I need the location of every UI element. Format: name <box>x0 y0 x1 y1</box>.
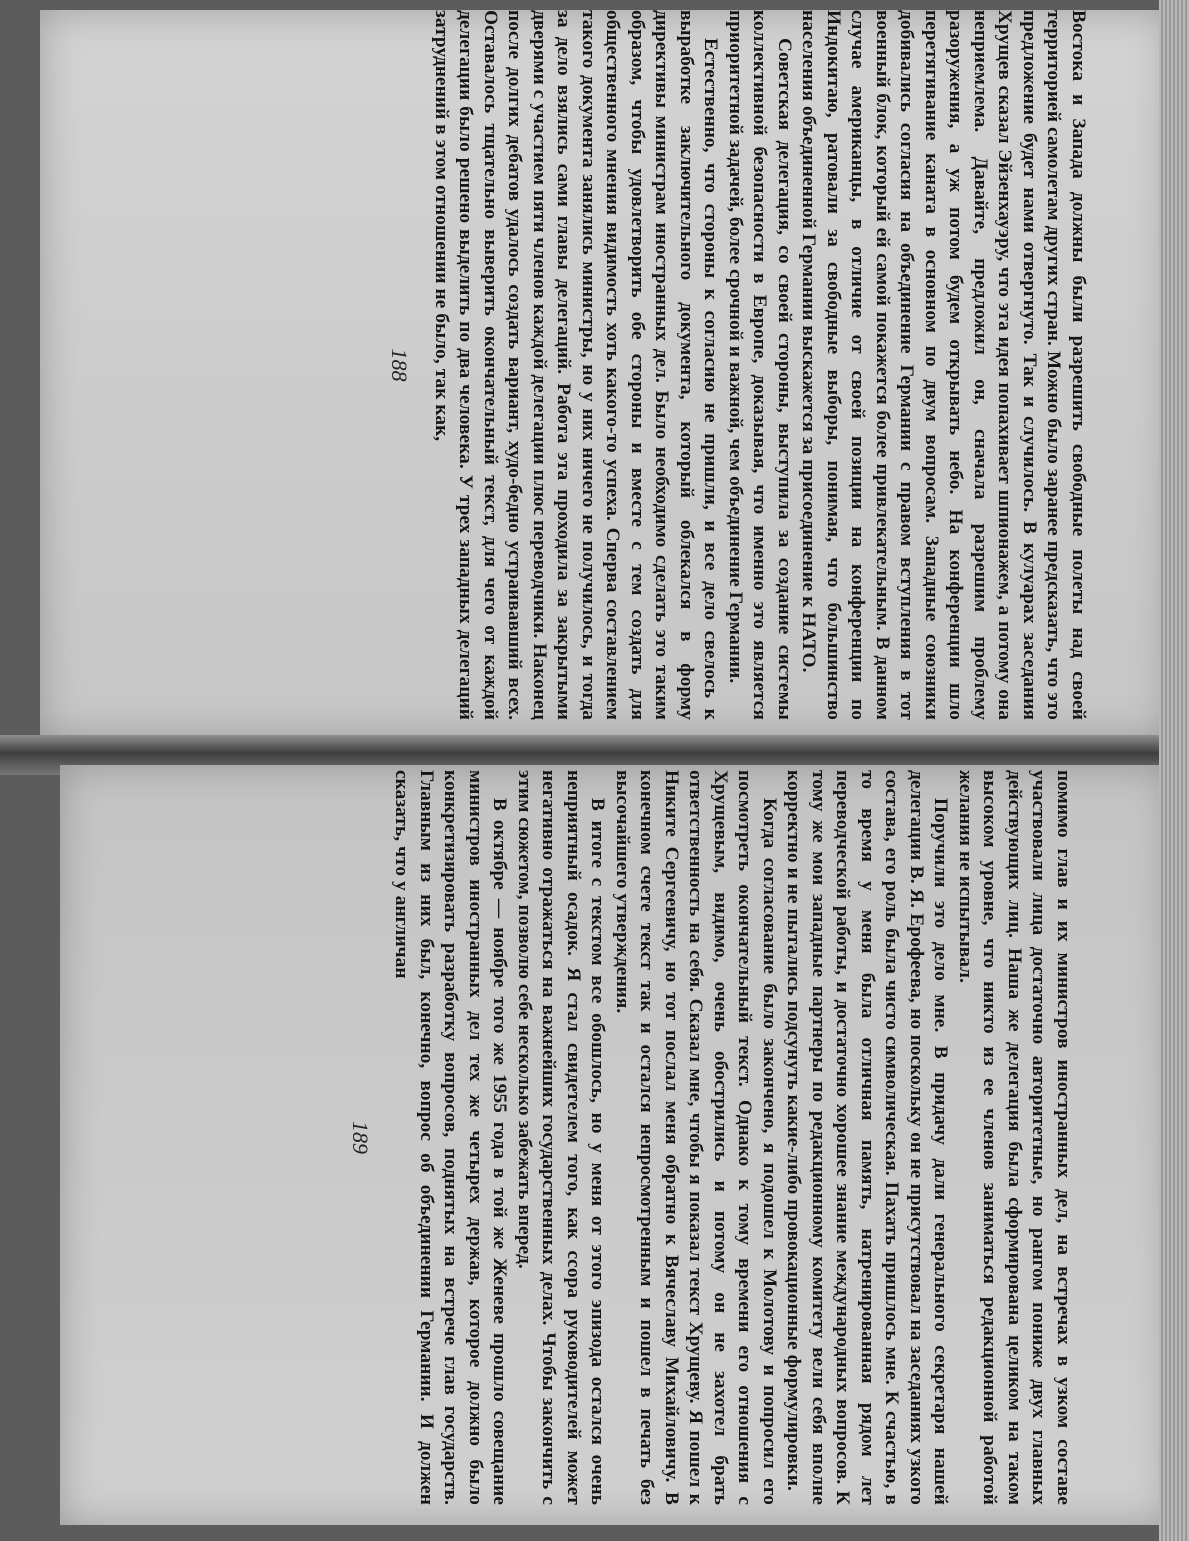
paragraph: Когда согласование было закончено, я подошел к Молотову и попросил его посмотреть окончательный текст. Однако к тому времени его отношения с Хрущевым, видимо, очень обострились и потому он не захотел брать ответственность на себя. Сказал мне, чтобы я показал текст Хрущеву. Я пошел к Никите Сергеевичу, но тот послал меня обратно к Вячеславу Михайловичу. В конечном счете текст так и остался непросмотренным и пошел в печать без высочайшего утверждения. <box>612 770 780 1505</box>
left-page-column <box>429 10 1091 720</box>
paragraph: Востока и Запада должны были разрешить свободные полеты над своей территорией самолетам других стран. Можно было заранее предсказать, что это предложение будет нами отвергнуто. Так и случилось. В кулуарах заседания Хрущев сказал Эйзенхауэру, что эта идея попахивает шпионажем, а потому она неприемлема. Давайте, предложил он, сначала разрешим проблему разоружения, а уж потом будем открывать небо. На конференции шло перетягивание каната в основном по двум вопросам. Западные союзники добивались согласия на объединение Германии с правом вступления в тот военный блок, который ей самой покажется более привлекательным. В данном случае американцы, в отличие от своей позиции на конференции по Индокитаю, ратовали за свободные выборы, понимая, что большинство населения объединенной Германии выскажется за присоединение к НАТО. <box>798 10 1089 720</box>
paragraph: Естественно, что стороны к согласию не пришли, и все дело свелось к выработке заключительного документа, который облекался в форму директивы министрам иностранных дел. Было необходимо сделать это таким образом, чтобы удовлетворить обе стороны и вместе с тем создать для общественного мнения видимость хоть какого-то успеха. Сперва составлением такого документа занялись министры, но у них ничего не получилось, и тогда за дело взялись сами главы делегаций. Работа эта проходила за закрытыми дверями с участием пяти членов каждой делегации плюс переводчики. Наконец после долгих дебатов удалось создать вариант, худо-бедно устраивавший всех. Оставалось тщательно выверить окончательный текст, для чего от каждой делегации было решено выделить по два человека. У трех западных делегаций затруднений в этом отношении не было, так как, <box>431 10 722 720</box>
paragraph: Советская делегация, со своей стороны, выступила за создание системы коллективной безопасности в Европе, доказывая, что именно это является приоритетной задачей, более срочной и важной, чем объединение Германии. <box>725 10 795 720</box>
paragraph: В итоге с текстом все обошлось, но у меня от этого эпизода остался очень неприятный осадок. Я стал свидетелем того, как ссора руководителей может негативно отражаться на важнейших государственных делах. Чтобы закончить с этим сюжетом, позволю себе несколько забежать вперед. <box>514 770 609 1505</box>
paragraph: В октябре — ноябре того же 1955 года в той же Женеве прошло совещание министров иностранных дел тех же четырех держав, которое должно было конкретизировать разработку вопросов, поднятых на встрече глав государств. Главным из них был, конечно, вопрос об объединении Германии. И должен сказать, что у англичан <box>391 770 511 1505</box>
page-number: 189 <box>348 1121 373 1154</box>
page-number: 188 <box>387 348 413 382</box>
right-page-text <box>347 770 1075 1505</box>
right-page-column <box>389 770 1075 1505</box>
paragraph: помимо глав и их министров иностранных дел, на встречах в узком составе участвовали лица достаточно авторитетные, но рангом пониже двух главных действующих лиц. Наша же делегация была сформирована целиком на таком высоком уровне, что никто из ее членов заниматься редакционной работой желания не испытывал. <box>955 770 1074 1505</box>
paragraph: Поручили это дело мне. В придачу дали генерального секретаря нашей делегации В. Я. Ерофеева, но поскольку он не присутствовал на заседаниях узкого состава, его роль была чисто символическая. Пахать пришлось мне. К счастью, в то время у меня была отличная память, натренированная рядом лет переводческой работы, и достаточно хорошее знание международных вопросов. К тому же мои западные партнеры по редакционному комитету вели себя вполне корректно и не пытались подсунуть какие-либо провокационные формулировки. <box>783 770 952 1505</box>
left-page-text <box>387 10 1091 720</box>
page-edges <box>1159 0 1189 1541</box>
